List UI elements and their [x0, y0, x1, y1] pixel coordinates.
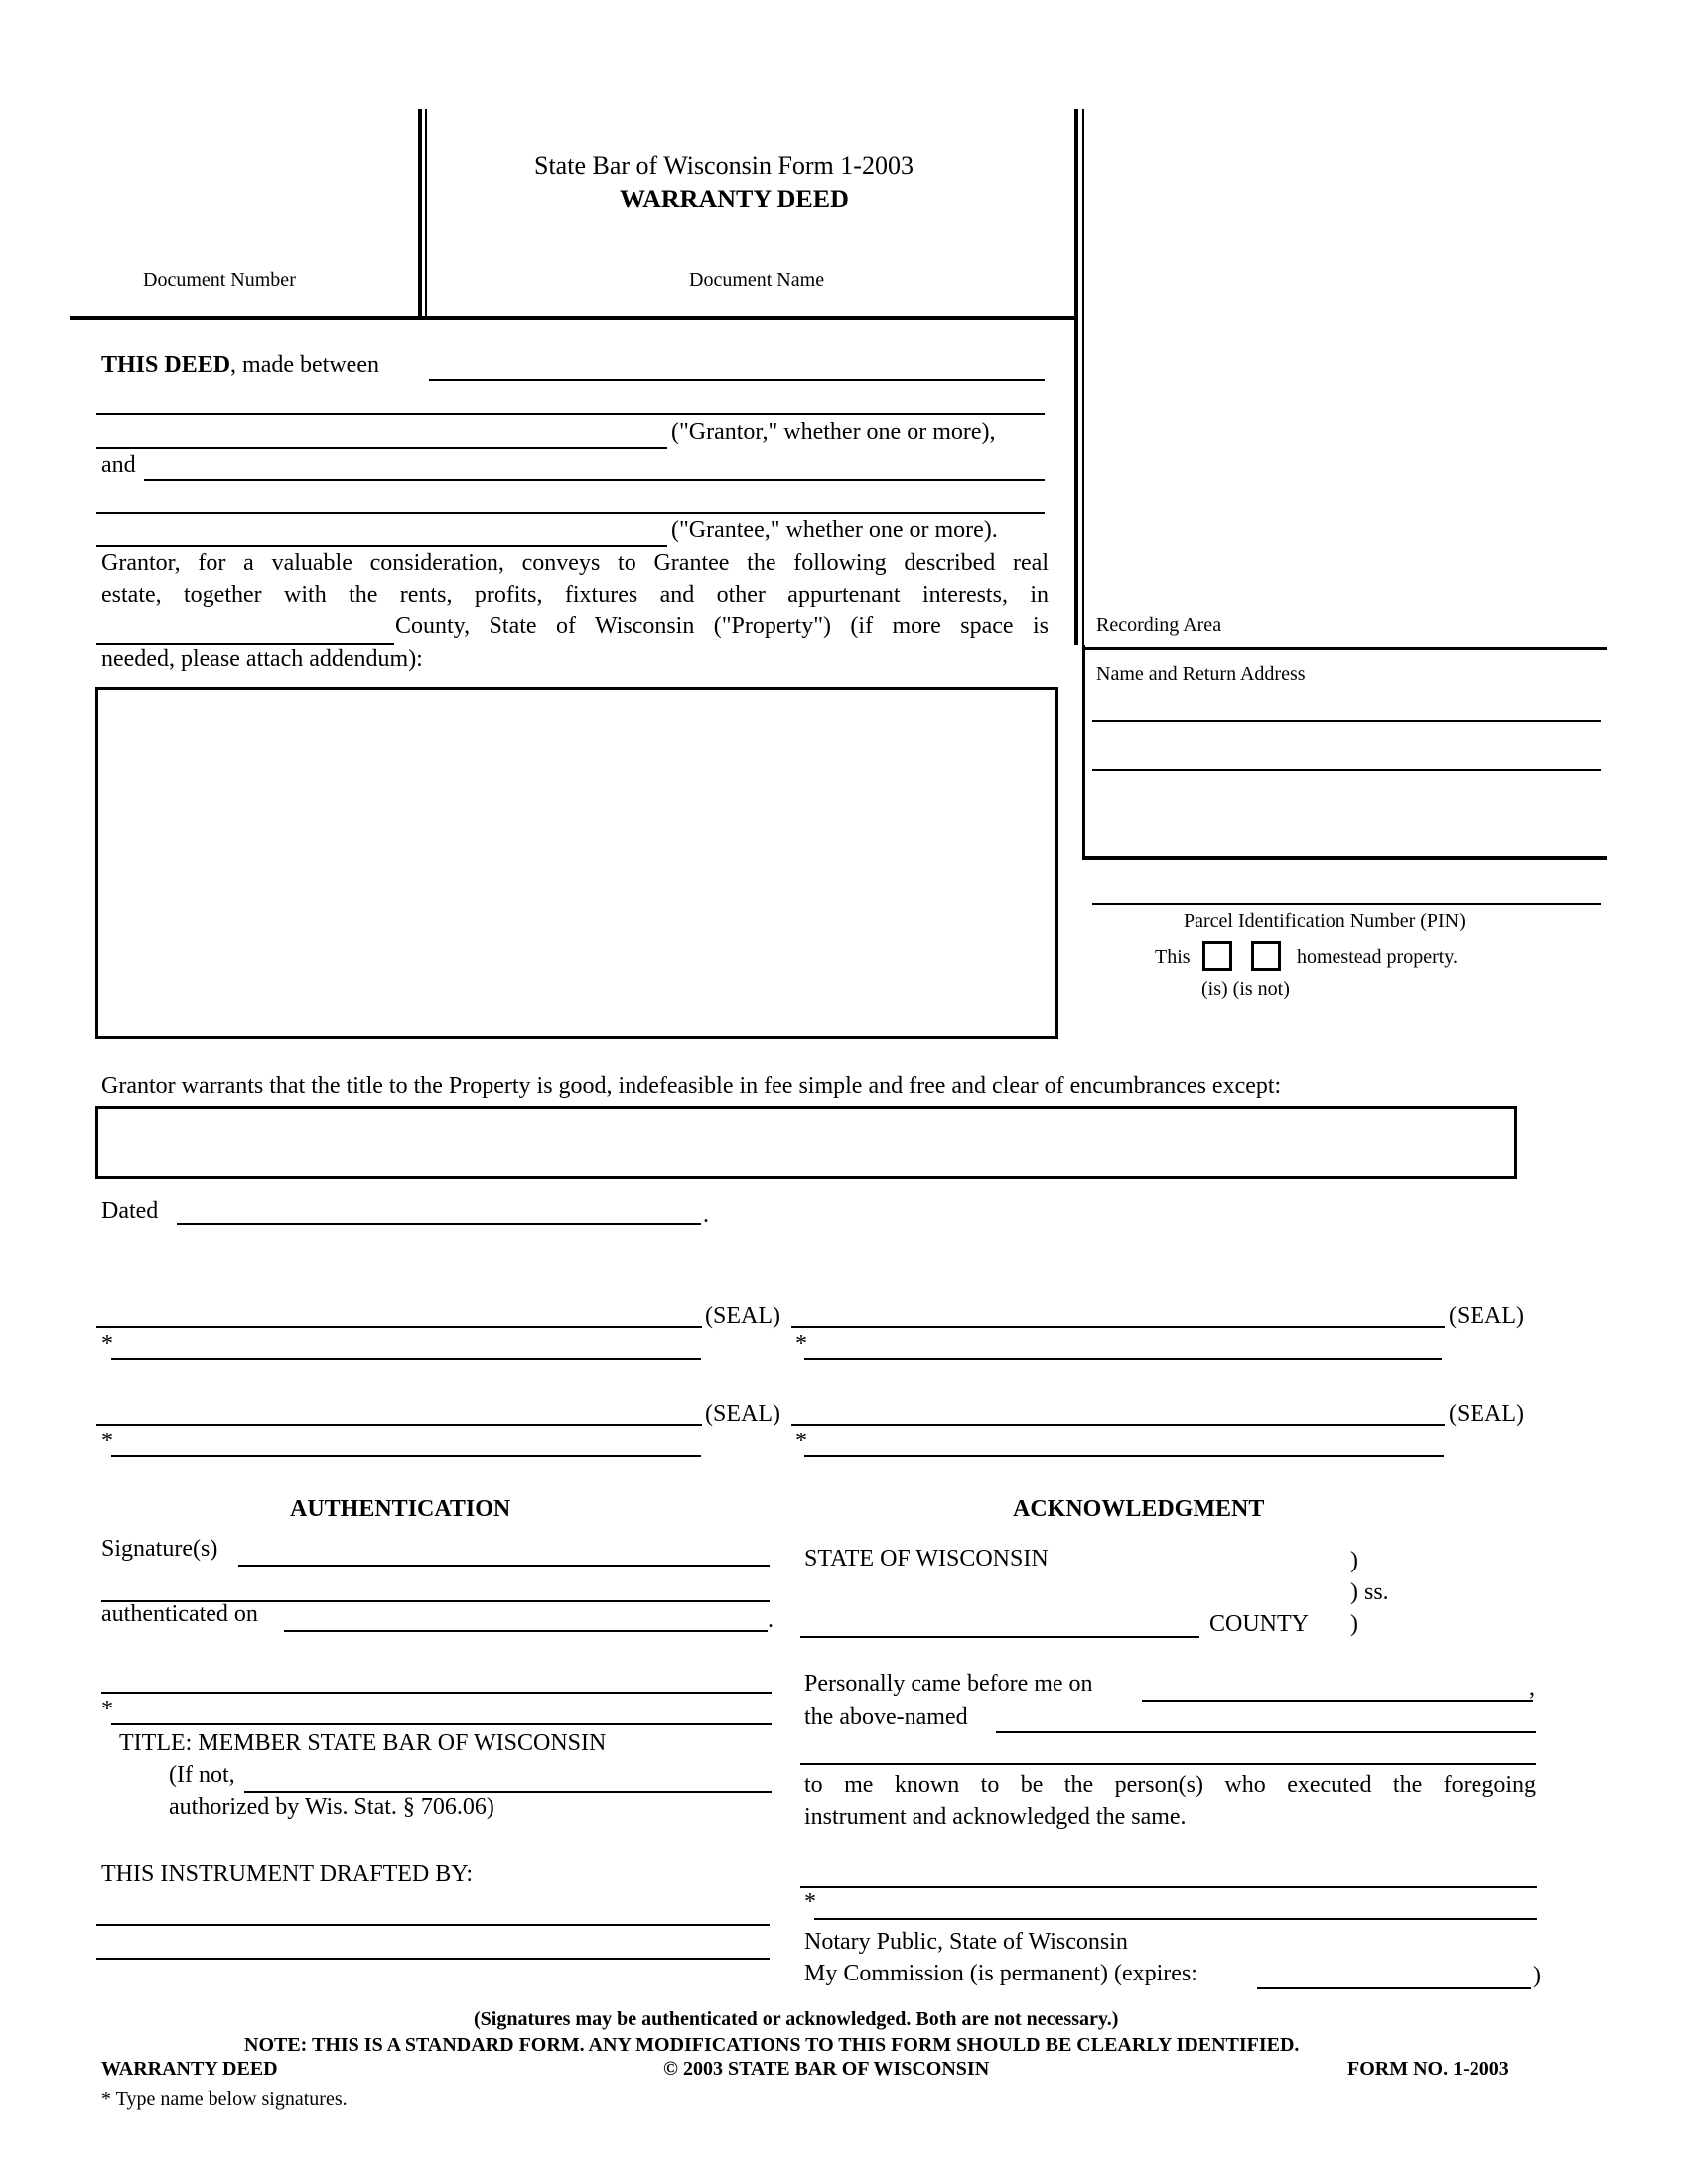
- known-line-1: to me known to be the person(s) who executed the foregoing: [804, 1772, 1536, 1798]
- header-bottom-rule: [70, 316, 1078, 320]
- pin-line[interactable]: [1092, 876, 1601, 905]
- signature-line-2[interactable]: [791, 1298, 1445, 1328]
- return-address-line-2[interactable]: [1092, 742, 1601, 771]
- county-field[interactable]: [96, 615, 394, 645]
- drafted-by-field-1[interactable]: [96, 1896, 770, 1926]
- document-title: WARRANTY DEED: [620, 185, 849, 213]
- grantor-name-line-1[interactable]: [429, 351, 1045, 381]
- if-not-field[interactable]: [244, 1763, 772, 1793]
- ack-comma: ,: [1529, 1675, 1535, 1701]
- typed-name-3[interactable]: [111, 1428, 701, 1457]
- conveys-line-3: County, State of Wisconsin ("Property") (if more space is: [395, 614, 1049, 639]
- return-address-line-1[interactable]: [1092, 692, 1601, 722]
- grantor-name-line-2[interactable]: [96, 385, 1045, 415]
- personally-came-date-field[interactable]: [1142, 1672, 1533, 1702]
- authenticated-signatures-field[interactable]: [238, 1537, 770, 1567]
- notary-public-label: Notary Public, State of Wisconsin: [804, 1929, 1128, 1955]
- return-address-bottom-rule: [1082, 856, 1607, 860]
- homestead-is-not-checkbox[interactable]: [1251, 941, 1281, 971]
- typed-name-2[interactable]: [804, 1330, 1442, 1360]
- commission-close-paren: ): [1533, 1963, 1541, 1988]
- signature-line-4[interactable]: [791, 1396, 1445, 1426]
- seal-label-1: (SEAL): [705, 1303, 780, 1329]
- asterisk-3: *: [101, 1429, 113, 1454]
- typed-name-1[interactable]: [111, 1330, 701, 1360]
- this-deed-bold: THIS DEED: [101, 352, 231, 378]
- notary-signature-field[interactable]: [800, 1858, 1537, 1888]
- asterisk-1: *: [101, 1331, 113, 1357]
- authentication-asterisk: *: [101, 1697, 113, 1722]
- encumbrances-box[interactable]: [95, 1106, 1517, 1179]
- document-number-label: Document Number: [143, 269, 296, 291]
- grantee-suffix: ("Grantee," whether one or more).: [671, 517, 998, 543]
- ack-paren-1: ): [1350, 1548, 1358, 1573]
- acknowledgment-heading: ACKNOWLEDGMENT: [1013, 1496, 1265, 1522]
- recording-area-divider: [1074, 109, 1078, 645]
- legal-description-box[interactable]: [95, 687, 1058, 1039]
- warrants-text: Grantor warrants that the title to the Property is good, indefeasible in fee simple and free and clear of encumbrances except:: [101, 1073, 1282, 1099]
- conveys-line-4: needed, please attach addendum):: [101, 646, 423, 672]
- footer-note-1: (Signatures may be authenticated or acknowledged. Both are not necessary.): [474, 2008, 1119, 2030]
- commission-expires-field[interactable]: [1257, 1960, 1531, 1989]
- dated-period: .: [703, 1202, 709, 1228]
- homestead-options-label: (is) (is not): [1201, 978, 1290, 1000]
- conveys-line-1: Grantor, for a valuable consideration, conveys to Grantee the following described real: [101, 550, 1049, 576]
- and-label: and: [101, 452, 136, 478]
- pin-label: Parcel Identification Number (PIN): [1184, 910, 1466, 932]
- form-line: State Bar of Wisconsin Form 1-2003: [534, 151, 914, 180]
- notary-asterisk: *: [804, 1889, 816, 1915]
- signature-line-3[interactable]: [96, 1396, 702, 1426]
- homestead-property-label: homestead property.: [1297, 946, 1458, 968]
- authenticated-signatures-field-2[interactable]: [101, 1572, 770, 1602]
- dated-field[interactable]: [177, 1195, 701, 1225]
- recording-area-label: Recording Area: [1096, 614, 1222, 636]
- authenticated-on-period: .: [768, 1607, 774, 1633]
- return-address-label: Name and Return Address: [1096, 663, 1306, 685]
- above-named-field[interactable]: [996, 1704, 1536, 1733]
- dated-label: Dated: [101, 1198, 159, 1224]
- grantor-name-line-3[interactable]: [96, 419, 667, 449]
- notary-typed-name[interactable]: [814, 1890, 1537, 1920]
- asterisk-4: *: [795, 1429, 807, 1454]
- authorized-by-label: authorized by Wis. Stat. § 706.06): [169, 1794, 494, 1820]
- above-named-field-2[interactable]: [800, 1735, 1536, 1765]
- authenticator-signature-field[interactable]: [101, 1664, 772, 1694]
- seal-label-4: (SEAL): [1449, 1401, 1524, 1427]
- commission-label: My Commission (is permanent) (expires:: [804, 1961, 1197, 1986]
- county-label: COUNTY: [1209, 1611, 1309, 1637]
- signature-line-1[interactable]: [96, 1298, 702, 1328]
- above-named-label: the above-named: [804, 1705, 968, 1730]
- drafted-by-label: THIS INSTRUMENT DRAFTED BY:: [101, 1861, 474, 1887]
- grantor-suffix: ("Grantor," whether one or more),: [671, 419, 996, 445]
- made-between-label: , made between: [230, 352, 379, 378]
- if-not-label: (If not,: [169, 1762, 235, 1788]
- asterisk-2: *: [795, 1331, 807, 1357]
- county-name-field[interactable]: [800, 1608, 1199, 1638]
- footer-right: FORM NO. 1-2003: [1347, 2058, 1509, 2080]
- known-line-2: instrument and acknowledged the same.: [804, 1804, 1187, 1830]
- footer-left: WARRANTY DEED: [101, 2058, 278, 2080]
- grantee-name-line-3[interactable]: [96, 517, 667, 547]
- grantee-name-line-1[interactable]: [144, 452, 1045, 481]
- this-deed-line: [101, 353, 379, 377]
- footer-type-name: * Type name below signatures.: [101, 2088, 348, 2110]
- drafted-by-field-2[interactable]: [96, 1930, 770, 1960]
- document-name-label: Document Name: [689, 269, 825, 291]
- authenticated-on-field[interactable]: [284, 1602, 768, 1632]
- seal-label-3: (SEAL): [705, 1401, 780, 1427]
- header-divider-left-inner: [425, 109, 427, 316]
- recording-area-divider-inner: [1082, 645, 1085, 858]
- recording-area-divider-upper-inner: [1082, 109, 1084, 645]
- grantee-name-line-2[interactable]: [96, 484, 1045, 514]
- authenticated-on-label: authenticated on: [101, 1601, 258, 1627]
- header-divider-left: [418, 109, 422, 316]
- state-of-wisconsin: STATE OF WISCONSIN: [804, 1546, 1049, 1571]
- homestead-this: This: [1155, 946, 1191, 968]
- personally-came-label: Personally came before me on: [804, 1671, 1093, 1697]
- authenticator-typed-name[interactable]: [111, 1696, 772, 1725]
- authentication-heading: AUTHENTICATION: [290, 1496, 511, 1522]
- signatures-label: Signature(s): [101, 1536, 218, 1562]
- footer-center: © 2003 STATE BAR OF WISCONSIN: [663, 2058, 990, 2080]
- title-member-line: TITLE: MEMBER STATE BAR OF WISCONSIN: [119, 1730, 607, 1756]
- footer-note-2: NOTE: THIS IS A STANDARD FORM. ANY MODIFICATIONS TO THIS FORM SHOULD BE CLEARLY IDENTIFIED.: [244, 2034, 1300, 2056]
- typed-name-4[interactable]: [804, 1428, 1444, 1457]
- homestead-is-checkbox[interactable]: [1202, 941, 1232, 971]
- ack-paren-2: ): [1350, 1611, 1358, 1637]
- seal-label-2: (SEAL): [1449, 1303, 1524, 1329]
- conveys-line-2: estate, together with the rents, profits, fixtures and other appurtenant interests, in: [101, 582, 1049, 608]
- recording-area-rule: [1082, 647, 1607, 650]
- ack-ss: ) ss.: [1350, 1579, 1389, 1605]
